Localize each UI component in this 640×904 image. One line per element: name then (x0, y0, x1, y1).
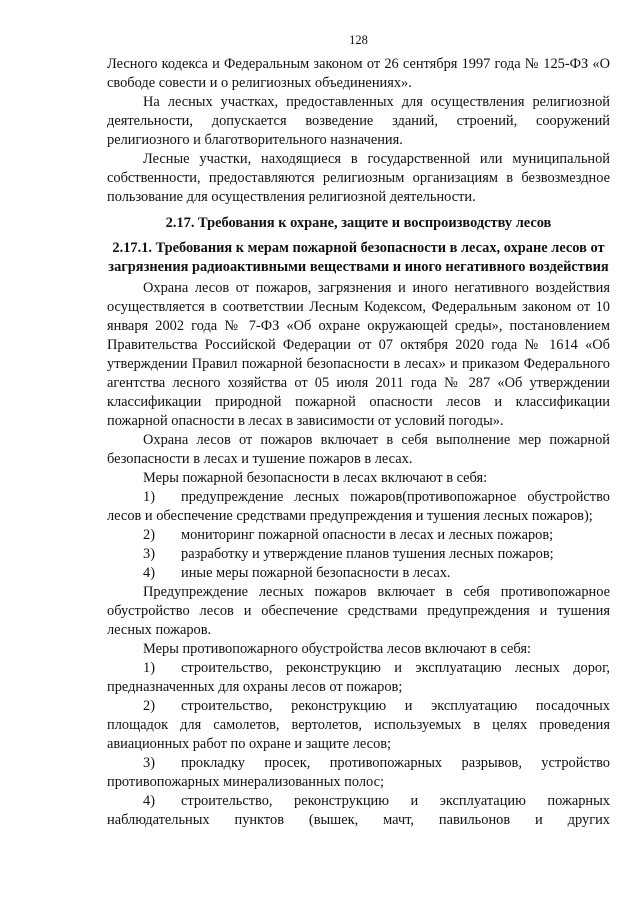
section-heading: 2.17. Требования к охране, защите и воспроизводству лесов (165, 215, 552, 231)
list-item: 1) предупреждение лесных пожаров(противопожарное обустройство лесов и обеспечение средствами предупреждения и тушения лесных пожаров); (107, 489, 610, 524)
list-item: 1) строительство, реконструкцию и эксплуатацию лесных дорог, предназначенных для охраны лесов от пожаров; (107, 660, 610, 695)
list-item: 3) прокладку просек, противопожарных разрывов, устройство противопожарных минерализованных полос; (107, 755, 610, 790)
paragraph-continuation: Лесного кодекса и Федеральным законом от 26 сентября 1997 года № 125-ФЗ «О свободе совести и о религиозных объединениях». (107, 56, 610, 91)
list-item: 2) мониторинг пожарной опасности в лесах и лесных пожаров; (143, 527, 554, 543)
list-item: 4) иные меры пожарной безопасности в лесах. (143, 565, 451, 581)
paragraph-religious-buildings: На лесных участках, предоставленных для осуществления религиозной деятельности, допускается возведение зданий, строений, сооружений религиозного и благотворительного назначения. (107, 94, 610, 148)
subsection-heading: 2.17.1. Требования к мерам пожарной безопасности в лесах, охране лесов от загрязнения радиоактивными веществами и иного негативного воздействия (108, 240, 609, 275)
arrangement-intro: Меры противопожарного обустройства лесов включают в себя: (143, 641, 531, 657)
paragraph-fire-protection: Охрана лесов от пожаров включает в себя выполнение мер пожарной безопасности в лесах и тушение пожаров в лесах. (107, 432, 610, 467)
list-item: 4) строительство, реконструкцию и эксплуатацию пожарных наблюдательных пунктов (вышек, мачт, павильонов и других (107, 793, 610, 828)
paragraph-legal-basis: Охрана лесов от пожаров, загрязнения и иного негативного воздействия осуществляется в соответствии Лесным Кодексом, Федеральным законом от 10 января 2002 года № 7-ФЗ «Об охране окружающей среды», постановлением Правительства Российской Федерации от 07 октября 2020 года № 1614 «Об утверждении Правил пожарной безопасности в лесах» и приказом Федерального агентства лесного хозяйства от 05 июля 2011 года № 287 «Об утверждении классификации природной пожарной опасности лесов и классификации пожарной опасности в лесах в зависимости от условий погоды». (107, 280, 610, 429)
page-number: 128 (349, 33, 368, 47)
list-item: 3) разработку и утверждение планов тушения лесных пожаров; (143, 546, 554, 562)
paragraph-free-use: Лесные участки, находящиеся в государственной или муниципальной собственности, предоставляются религиозным организациям в безвозмездное пользование для осуществления религиозной деятельности. (107, 151, 610, 205)
paragraph-prevention: Предупреждение лесных пожаров включает в себя противопожарное обустройство лесов и обеспечение средствами предупреждения и тушения лесных пожаров. (107, 584, 610, 638)
measures-intro: Меры пожарной безопасности в лесах включают в себя: (143, 470, 488, 486)
list-item: 2) строительство, реконструкцию и эксплуатацию посадочных площадок для самолетов, вертолетов, используемых в целях проведения авиационных работ по охране и защите лесов; (107, 698, 610, 752)
